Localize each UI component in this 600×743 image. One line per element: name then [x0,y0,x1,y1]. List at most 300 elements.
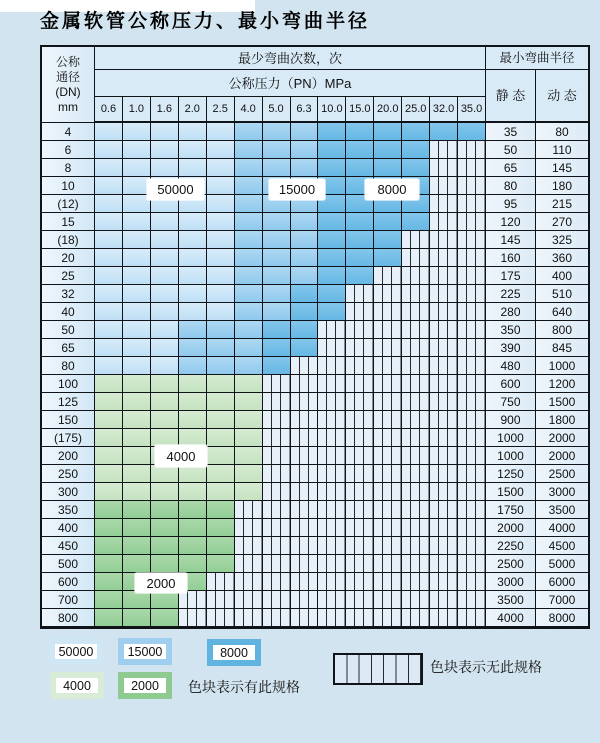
no-spec-cell [263,375,291,393]
no-spec-cell [291,501,319,519]
spec-cell [318,159,346,177]
no-spec-cell [458,465,486,483]
no-spec-cell [179,591,207,609]
no-spec-cell [374,285,402,303]
dn-cell: 200 [42,447,95,465]
pressure-column-header: 2.5 [207,97,235,123]
spec-cell [291,141,319,159]
dynamic-value-cell: 6000 [536,573,588,591]
spec-cell [179,159,207,177]
spec-cell [374,249,402,267]
spec-cell [291,123,319,141]
no-spec-cell [263,429,291,447]
no-spec-cell [430,195,458,213]
static-value-cell: 160 [486,249,536,267]
no-spec-cell [402,339,430,357]
spec-cell [235,231,263,249]
spec-cell [207,123,235,141]
no-spec-cell [346,573,374,591]
spec-cell [179,537,207,555]
no-spec-cell [402,303,430,321]
dn-cell: 15 [42,213,95,231]
spec-cell [207,303,235,321]
spec-cell [123,159,151,177]
spec-cell [179,213,207,231]
spec-cell [374,231,402,249]
no-spec-cell [430,519,458,537]
spec-cell [263,357,291,375]
spec-cell [123,393,151,411]
dynamic-column-header: 动 态 [536,70,588,123]
no-spec-cell [374,357,402,375]
no-spec-cell [346,591,374,609]
no-spec-cell [458,519,486,537]
spec-cell [374,159,402,177]
no-spec-cell [346,375,374,393]
spec-cell [207,483,235,501]
spec-cell [123,375,151,393]
no-spec-cell [458,177,486,195]
no-spec-cell [235,591,263,609]
no-spec-cell [374,393,402,411]
static-value-cell: 1000 [486,429,536,447]
dn-cell: 8 [42,159,95,177]
spec-cell [95,465,123,483]
dn-cell: 32 [42,285,95,303]
pressure-column-header: 10.0 [318,97,346,123]
spec-cell [95,357,123,375]
spec-cell [95,483,123,501]
dynamic-value-cell: 180 [536,177,588,195]
bend-cycles-header: 最少弯曲次数，次 [95,47,486,70]
spec-cell [179,321,207,339]
no-spec-cell [430,609,458,627]
spec-cell [95,411,123,429]
dynamic-value-cell: 640 [536,303,588,321]
spec-cell [179,393,207,411]
no-spec-cell [402,375,430,393]
spec-cell [235,465,263,483]
spec-cell [263,213,291,231]
spec-cell [123,357,151,375]
no-spec-cell [402,321,430,339]
no-spec-cell [458,393,486,411]
no-spec-cell [263,609,291,627]
spec-cell [95,519,123,537]
spec-cell [402,159,430,177]
spec-cell [151,267,179,285]
dynamic-value-cell: 1500 [536,393,588,411]
no-spec-cell [430,357,458,375]
spec-cell [179,501,207,519]
spec-cell [235,447,263,465]
pressure-column-header: 20.0 [374,97,402,123]
static-value-cell: 50 [486,141,536,159]
static-value-cell: 65 [486,159,536,177]
spec-cell [123,267,151,285]
spec-cell [151,321,179,339]
spec-cell [123,213,151,231]
pressure-column-header: 6.3 [291,97,319,123]
spec-cell [402,141,430,159]
static-value-cell: 225 [486,285,536,303]
dn-cell: 100 [42,375,95,393]
spec-cell [207,177,235,195]
no-spec-cell [263,573,291,591]
no-spec-cell [291,519,319,537]
no-spec-cell [374,411,402,429]
spec-cell [291,339,319,357]
no-spec-cell [179,609,207,627]
spec-cell [151,537,179,555]
no-spec-cell [263,555,291,573]
no-spec-cell [207,591,235,609]
spec-cell [151,465,179,483]
spec-cell [179,519,207,537]
dynamic-value-cell: 510 [536,285,588,303]
no-spec-cell [402,537,430,555]
no-spec-cell [430,267,458,285]
spec-cell [263,303,291,321]
spec-cell [95,195,123,213]
spec-cell [179,285,207,303]
spec-cell [207,447,235,465]
dynamic-value-cell: 400 [536,267,588,285]
static-value-cell: 2250 [486,537,536,555]
no-spec-cell [346,411,374,429]
no-spec-cell [263,537,291,555]
no-spec-cell [430,339,458,357]
spec-cell [123,231,151,249]
no-spec-cell [318,483,346,501]
no-spec-cell [430,393,458,411]
spec-cell [374,213,402,231]
spec-cell [207,213,235,231]
no-spec-cell [430,231,458,249]
pressure-column-header: 25.0 [402,97,430,123]
no-spec-cell [374,537,402,555]
spec-cell [263,249,291,267]
spec-cell [235,393,263,411]
no-spec-cell [235,609,263,627]
spec-cell [151,357,179,375]
dn-cell: (12) [42,195,95,213]
no-spec-cell [318,411,346,429]
spec-cell [318,285,346,303]
no-spec-cell [374,429,402,447]
spec-cell [151,519,179,537]
spec-cell [263,339,291,357]
no-spec-cell [458,573,486,591]
no-spec-cell [402,555,430,573]
spec-cell [235,267,263,285]
spec-cell [318,141,346,159]
no-spec-cell [291,375,319,393]
spec-cell [235,213,263,231]
spec-cell [123,537,151,555]
no-spec-cell [374,609,402,627]
spec-cell [235,159,263,177]
dn-header-line: 公称 [55,54,80,69]
no-spec-cell [291,591,319,609]
cycles-label-8000: 8000 [365,179,419,200]
no-spec-cell [374,555,402,573]
spec-cell [95,231,123,249]
spec-cell [123,141,151,159]
no-spec-cell [207,573,235,591]
static-value-cell: 175 [486,267,536,285]
static-value-cell: 2500 [486,555,536,573]
static-value-cell: 3000 [486,573,536,591]
spec-cell [374,141,402,159]
spec-cell [151,159,179,177]
static-value-cell: 350 [486,321,536,339]
spec-cell [95,177,123,195]
spec-cell [318,123,346,141]
no-spec-cell [318,519,346,537]
no-spec-cell [346,501,374,519]
spec-cell [346,213,374,231]
no-spec-cell [235,555,263,573]
spec-cell [123,447,151,465]
no-spec-cell [458,411,486,429]
dn-cell: 4 [42,123,95,141]
no-spec-cell [430,591,458,609]
spec-cell [207,195,235,213]
spec-cell [151,123,179,141]
legend-no-spec-note: 色块表示无此规格 [430,659,542,675]
no-spec-cell [346,357,374,375]
spec-cell [263,141,291,159]
no-spec-cell [430,447,458,465]
dn-cell: (18) [42,231,95,249]
no-spec-cell [374,465,402,483]
spec-cell [207,159,235,177]
dynamic-value-cell: 145 [536,159,588,177]
no-spec-cell [346,339,374,357]
spec-cell [235,411,263,429]
spec-cell [291,213,319,231]
no-spec-cell [374,321,402,339]
spec-cell [346,141,374,159]
dn-cell: 25 [42,267,95,285]
cycles-label-2000: 2000 [135,573,187,593]
spec-cell [151,393,179,411]
spec-cell [430,123,458,141]
spec-cell [123,519,151,537]
spec-cell [207,339,235,357]
no-spec-cell [235,537,263,555]
pressure-bend-table [40,45,590,629]
dn-cell: (175) [42,429,95,447]
no-spec-cell [430,375,458,393]
no-spec-cell [430,429,458,447]
spec-cell [95,555,123,573]
spec-cell [291,159,319,177]
no-spec-cell [458,375,486,393]
no-spec-cell [430,501,458,519]
no-spec-cell [291,537,319,555]
pressure-column-header: 1.6 [151,97,179,123]
dn-header-line: (DN) [55,84,81,99]
no-spec-cell [346,303,374,321]
nominal-pressure-header: 公称压力（PN）MPa [95,70,486,97]
legend-swatch-8000: 8000 [207,639,261,666]
dynamic-value-cell: 800 [536,321,588,339]
no-spec-cell [402,285,430,303]
spec-cell [123,591,151,609]
no-spec-cell [458,159,486,177]
no-spec-cell [374,483,402,501]
no-spec-cell [263,483,291,501]
dynamic-value-cell: 3000 [536,483,588,501]
no-spec-cell [374,501,402,519]
no-spec-cell [346,321,374,339]
no-spec-cell [458,429,486,447]
spec-cell [235,357,263,375]
cycles-label-50000: 50000 [147,179,204,200]
spec-cell [179,141,207,159]
spec-cell [123,483,151,501]
spec-cell [207,285,235,303]
spec-cell [318,303,346,321]
spec-cell [318,249,346,267]
spec-cell [123,555,151,573]
spec-cell [207,411,235,429]
dn-cell: 20 [42,249,95,267]
spec-cell [179,483,207,501]
no-spec-cell [430,411,458,429]
spec-cell [207,537,235,555]
dn-cell: 50 [42,321,95,339]
no-spec-cell [291,411,319,429]
spec-cell [235,375,263,393]
pressure-column-header: 2.0 [179,97,207,123]
no-spec-cell [402,483,430,501]
no-spec-cell [402,411,430,429]
spec-cell [95,393,123,411]
spec-cell [123,123,151,141]
spec-cell [235,303,263,321]
spec-cell [95,609,123,627]
spec-cell [207,267,235,285]
spec-cell [318,267,346,285]
no-spec-cell [318,465,346,483]
spec-cell [179,375,207,393]
no-spec-cell [291,465,319,483]
spec-cell [95,537,123,555]
dn-column-header [42,47,95,123]
spec-cell [346,159,374,177]
dn-cell: 6 [42,141,95,159]
no-spec-cell [430,285,458,303]
static-value-cell: 120 [486,213,536,231]
spec-cell [151,591,179,609]
dynamic-value-cell: 270 [536,213,588,231]
no-spec-cell [430,249,458,267]
spec-cell [95,429,123,447]
no-spec-cell [346,429,374,447]
no-spec-cell [291,447,319,465]
legend-no-spec-swatch [333,653,423,685]
dn-header-line: 通径 [55,69,80,84]
spec-cell [235,249,263,267]
dn-cell: 65 [42,339,95,357]
no-spec-cell [263,519,291,537]
no-spec-cell [402,501,430,519]
no-spec-cell [291,609,319,627]
spec-cell [346,267,374,285]
no-spec-cell [458,285,486,303]
dynamic-value-cell: 845 [536,339,588,357]
no-spec-cell [402,429,430,447]
spec-cell [95,141,123,159]
spec-cell [123,249,151,267]
no-spec-cell [318,609,346,627]
spec-cell [291,249,319,267]
no-spec-cell [374,303,402,321]
spec-cell [458,123,486,141]
static-value-cell: 80 [486,177,536,195]
spec-cell [95,249,123,267]
dn-cell: 600 [42,573,95,591]
spec-cell [291,321,319,339]
spec-cell [95,501,123,519]
spec-cell [151,141,179,159]
legend-has-spec-note: 色块表示有此规格 [188,679,300,695]
dn-cell: 10 [42,177,95,195]
spec-cell [235,321,263,339]
no-spec-cell [458,483,486,501]
spec-cell [151,411,179,429]
no-spec-cell [458,537,486,555]
spec-cell [318,231,346,249]
no-spec-cell [402,267,430,285]
spec-cell [291,267,319,285]
spec-cell [179,231,207,249]
no-spec-cell [430,213,458,231]
spec-cell [207,393,235,411]
spec-cell [235,123,263,141]
no-spec-cell [263,591,291,609]
spec-cell [179,303,207,321]
no-spec-cell [458,447,486,465]
dn-cell: 250 [42,465,95,483]
pressure-column-header: 15.0 [346,97,374,123]
spec-cell [123,411,151,429]
spec-cell [346,249,374,267]
spec-cell [402,123,430,141]
no-spec-cell [318,321,346,339]
no-spec-cell [263,447,291,465]
no-spec-cell [291,429,319,447]
no-spec-cell [346,465,374,483]
spec-cell [179,465,207,483]
no-spec-cell [430,159,458,177]
dynamic-value-cell: 360 [536,249,588,267]
dynamic-value-cell: 2000 [536,429,588,447]
spec-cell [123,609,151,627]
dn-cell: 300 [42,483,95,501]
dn-cell: 450 [42,537,95,555]
no-spec-cell [402,393,430,411]
dynamic-value-cell: 1200 [536,375,588,393]
spec-cell [151,609,179,627]
spec-cell [123,465,151,483]
no-spec-cell [318,357,346,375]
spec-cell [151,303,179,321]
spec-cell [235,285,263,303]
